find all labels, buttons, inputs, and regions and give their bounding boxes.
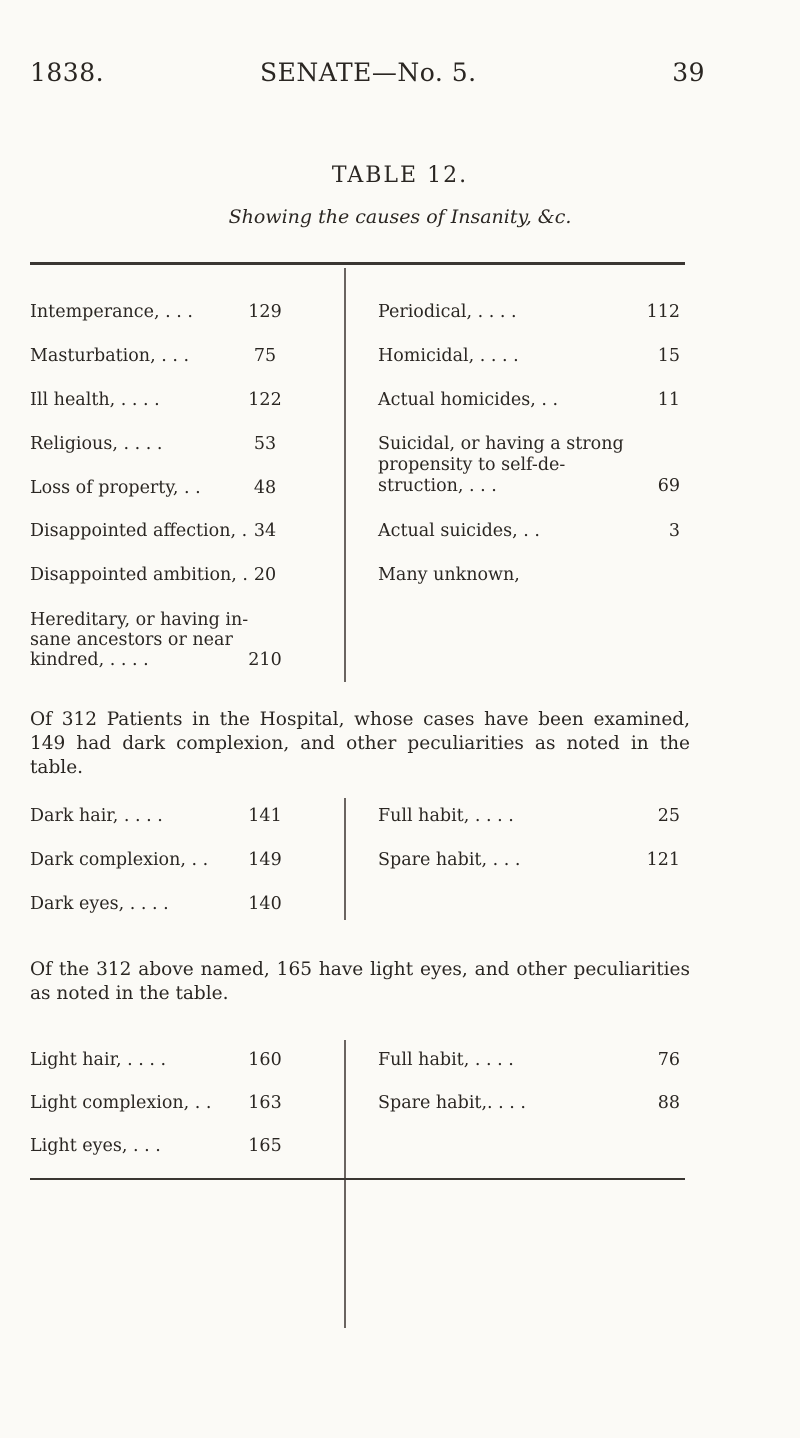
dark-label: Dark complexion, . . xyxy=(30,850,209,870)
cause-label: Disappointed affection, . xyxy=(30,521,248,541)
cause-label-line: Suicidal, or having a strong xyxy=(378,434,624,454)
header-title: SENATE—No. 5. xyxy=(260,58,477,87)
cause-value: 122 xyxy=(248,390,282,410)
cause-value: 3 xyxy=(668,521,680,541)
top-rule xyxy=(30,262,685,265)
habit-value: 25 xyxy=(657,806,680,826)
column-divider-causes xyxy=(344,268,346,682)
cause-label: Religious, . . . . xyxy=(30,434,163,454)
table-title: TABLE 12. xyxy=(331,163,469,188)
habit-label: Full habit, . . . . xyxy=(378,1050,514,1070)
dark-value: 140 xyxy=(248,894,282,914)
table-subtitle: Showing the causes of Insanity, &c. xyxy=(228,206,572,228)
habit-label: Spare habit, . . . xyxy=(378,850,521,870)
dark-label: Dark eyes, . . . . xyxy=(30,894,169,914)
dark-label: Dark hair, . . . . xyxy=(30,806,163,826)
habit-label: Full habit, . . . . xyxy=(378,806,514,826)
cause-value: 15 xyxy=(657,346,680,366)
header-year: 1838. xyxy=(30,58,105,87)
light-label: Light hair, . . . . xyxy=(30,1050,167,1070)
cause-label: Intemperance, . . . xyxy=(30,302,193,322)
column-divider-dark xyxy=(344,798,346,920)
cause-label: Actual homicides, . . xyxy=(378,390,559,410)
cause-value: 210 xyxy=(248,650,282,670)
habit-value: 121 xyxy=(646,850,680,870)
light-label: Light eyes, . . . xyxy=(30,1136,161,1156)
column-divider-light xyxy=(344,1040,346,1328)
habit-value: 76 xyxy=(657,1050,680,1070)
cause-value: 69 xyxy=(657,476,680,496)
cause-label: Many unknown, xyxy=(378,565,520,585)
cause-label: Ill health, . . . . xyxy=(30,390,160,410)
habit-value: 88 xyxy=(657,1093,680,1113)
habit-label: Spare habit,. . . . xyxy=(378,1093,526,1113)
cause-value: 48 xyxy=(253,478,277,498)
cause-value: 75 xyxy=(253,346,277,366)
cause-value: 20 xyxy=(253,565,277,585)
light-value: 163 xyxy=(248,1093,282,1113)
cause-label-line: sane ancestors or near xyxy=(30,630,233,650)
cause-label-line: kindred, . . . . xyxy=(30,650,149,670)
cause-label-line: propensity to self-de- xyxy=(378,455,566,475)
cause-label: Masturbation, . . . xyxy=(30,346,190,366)
page-number: 39 xyxy=(672,58,705,87)
cause-label: Actual suicides, . . xyxy=(378,521,540,541)
paragraph-light: Of the 312 above named, 165 have light eyes, and other peculiarities as noted in the table. xyxy=(30,959,690,1004)
cause-label: Homicidal, . . . . xyxy=(378,346,519,366)
paragraph-dark: Of 312 Patients in the Hospital, whose cases have been examined, 149 had dark complexion, and other peculiarities as noted in the table. xyxy=(30,709,690,778)
cause-value: 34 xyxy=(253,521,277,541)
cause-label-line: struction, . . . xyxy=(378,476,497,496)
cause-label: Loss of property, . . xyxy=(30,478,201,498)
light-value: 165 xyxy=(248,1136,282,1156)
cause-label: Periodical, . . . . xyxy=(378,302,517,322)
cause-value: 53 xyxy=(253,434,277,454)
cause-value: 129 xyxy=(248,302,282,322)
cause-label-line: Hereditary, or having in- xyxy=(30,610,249,630)
cause-value: 112 xyxy=(646,302,680,322)
bottom-rule xyxy=(30,1178,685,1180)
light-label: Light complexion, . . xyxy=(30,1093,212,1113)
page-header xyxy=(0,58,800,88)
light-value: 160 xyxy=(248,1050,282,1070)
dark-value: 141 xyxy=(248,806,282,826)
cause-label: Disappointed ambition, . xyxy=(30,565,248,585)
cause-value: 11 xyxy=(657,390,680,410)
dark-value: 149 xyxy=(248,850,282,870)
